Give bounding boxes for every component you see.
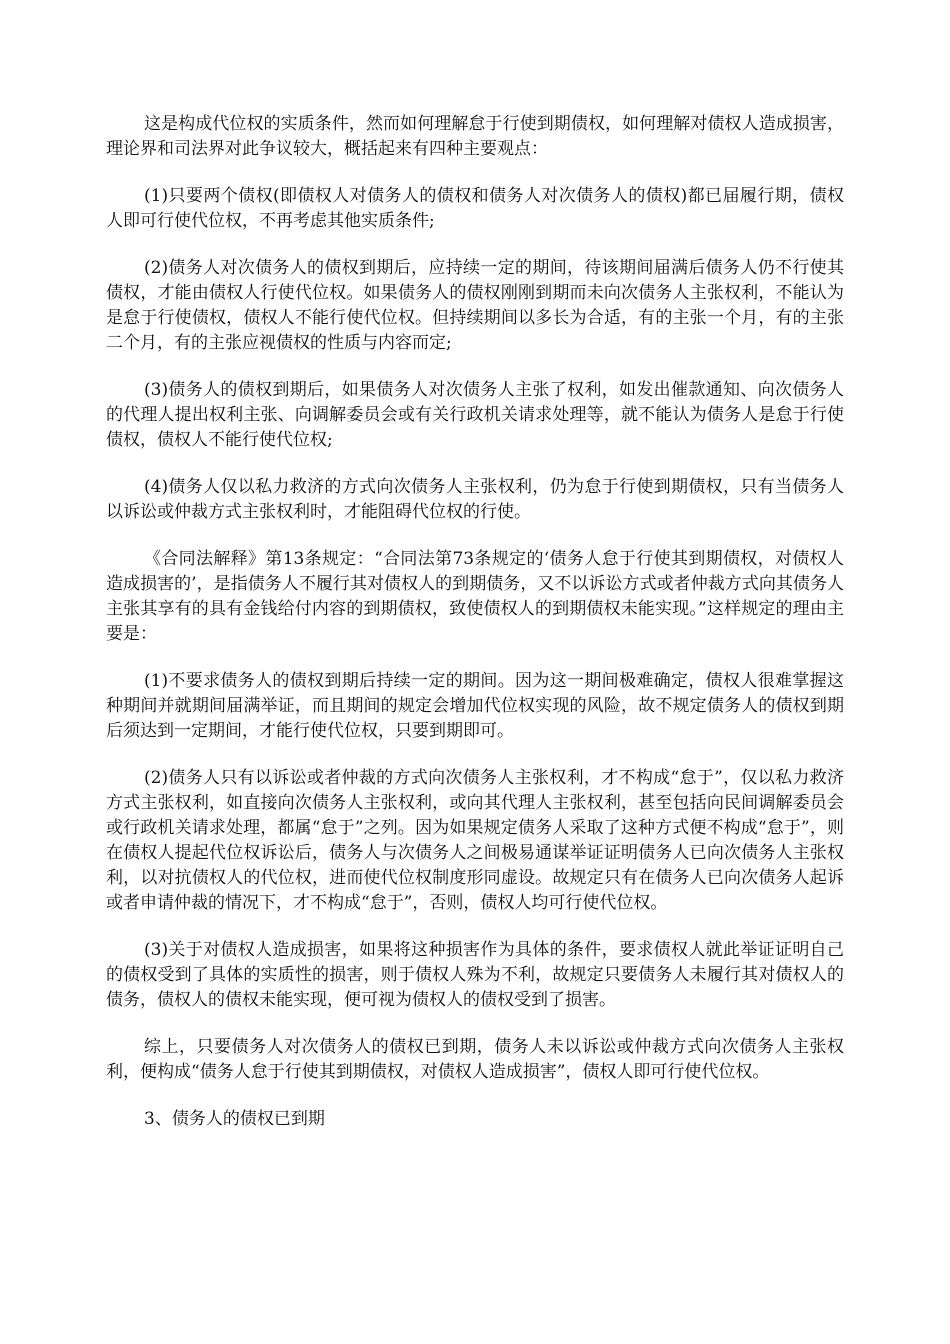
paragraph-view-4: (4)债务人仅以私力救济的方式向次债务人主张权利，仍为怠于行使到期债权，只有当债务人以诉讼或仲裁方式主张权利时，才能阻碍代位权的行使。: [106, 477, 844, 522]
paragraph-reason-1: (1)不要求债务人的债权到期后持续一定的期间。因为这一期间极难确定，债权人很难掌握这种期间并就期间届满举证，而且期间的规定会增加代位权实现的风险，故不规定债务人的债权到期后须达到一定期间，才能行使代位权，只要到期即可。: [106, 671, 844, 741]
paragraph-interpretation-article-13: 《合同法解释》第13条规定：“合同法第73条规定的‘债务人怠于行使其到期债权，对债权人造成损害的’，是指债务人不履行其对债权人的到期债务，又不以诉讼方式或者仲裁方式向其债务人主张其享有的具有金钱给付内容的到期债权，致使债权人的到期债权未能实现。”这样规定的理由主要是：: [106, 549, 844, 644]
paragraph-view-3: (3)债务人的债权到期后，如果债务人对次债务人主张了权利，如发出催款通知、向次债务人的代理人提出权利主张、向调解委员会或有关行政机关请求处理等，就不能认为债务人是怠于行使债权，债权人不能行使代位权;: [106, 380, 844, 450]
paragraph-view-1: (1)只要两个债权(即债权人对债务人的债权和债务人对次债务人的债权)都已届履行期，债权人即可行使代位权，不再考虑其他实质条件;: [106, 186, 844, 231]
section-heading: 3、债务人的债权已到期: [144, 1109, 325, 1129]
document-page: [106, 112, 844, 1132]
paragraph-reason-2: (2)债务人只有以诉讼或者仲裁的方式向次债务人主张权利，才不构成“怠于”，仅以私力救济方式主张权利，如直接向次债务人主张权利，或向其代理人主张权利，甚至包括向民间调解委员会或行政机关请求处理，都属“怠于”之列。因为如果规定债务人采取了这种方式便不构成“怠于”，则在债权人提起代位权诉讼后，债务人与次债务人之间极易通谋举证证明债务人已向次债务人主张权利，以对抗债权人的代位权，进而使代位权制度形同虚设。故规定只有在债务人已向次债务人起诉或者申请仲裁的情况下，才不构成“怠于”，否则，债权人均可行使代位权。: [106, 768, 844, 913]
paragraph-intro: 这是构成代位权的实质条件，然而如何理解怠于行使到期债权，如何理解对债权人造成损害，理论界和司法界对此争议较大，概括起来有四种主要观点：: [106, 114, 844, 159]
paragraph-reason-3: (3)关于对债权人造成损害，如果将这种损害作为具体的条件，要求债权人就此举证证明自己的债权受到了具体的实质性的损害，则于债权人殊为不利，故规定只要债务人未履行其对债权人的债务，债权人的债权未能实现，便可视为债权人的债权受到了损害。: [106, 940, 844, 1010]
paragraph-summary: 综上，只要债务人对次债务人的债权已到期，债务人未以诉讼或仲裁方式向次债务人主张权利，便构成“债务人怠于行使其到期债权，对债权人造成损害”，债权人即可行使代位权。: [106, 1037, 844, 1082]
paragraph-view-2: (2)债务人对次债务人的债权到期后，应持续一定的期间，待该期间届满后债务人仍不行使其债权，才能由债权人行使代位权。如果债务人的债权刚刚到期而未向次债务人主张权利，不能认为是怠于行使债权，债权人不能行使代位权。但持续期间以多长为合适，有的主张一个月，有的主张二个月，有的主张应视债权的性质与内容而定;: [106, 258, 844, 353]
